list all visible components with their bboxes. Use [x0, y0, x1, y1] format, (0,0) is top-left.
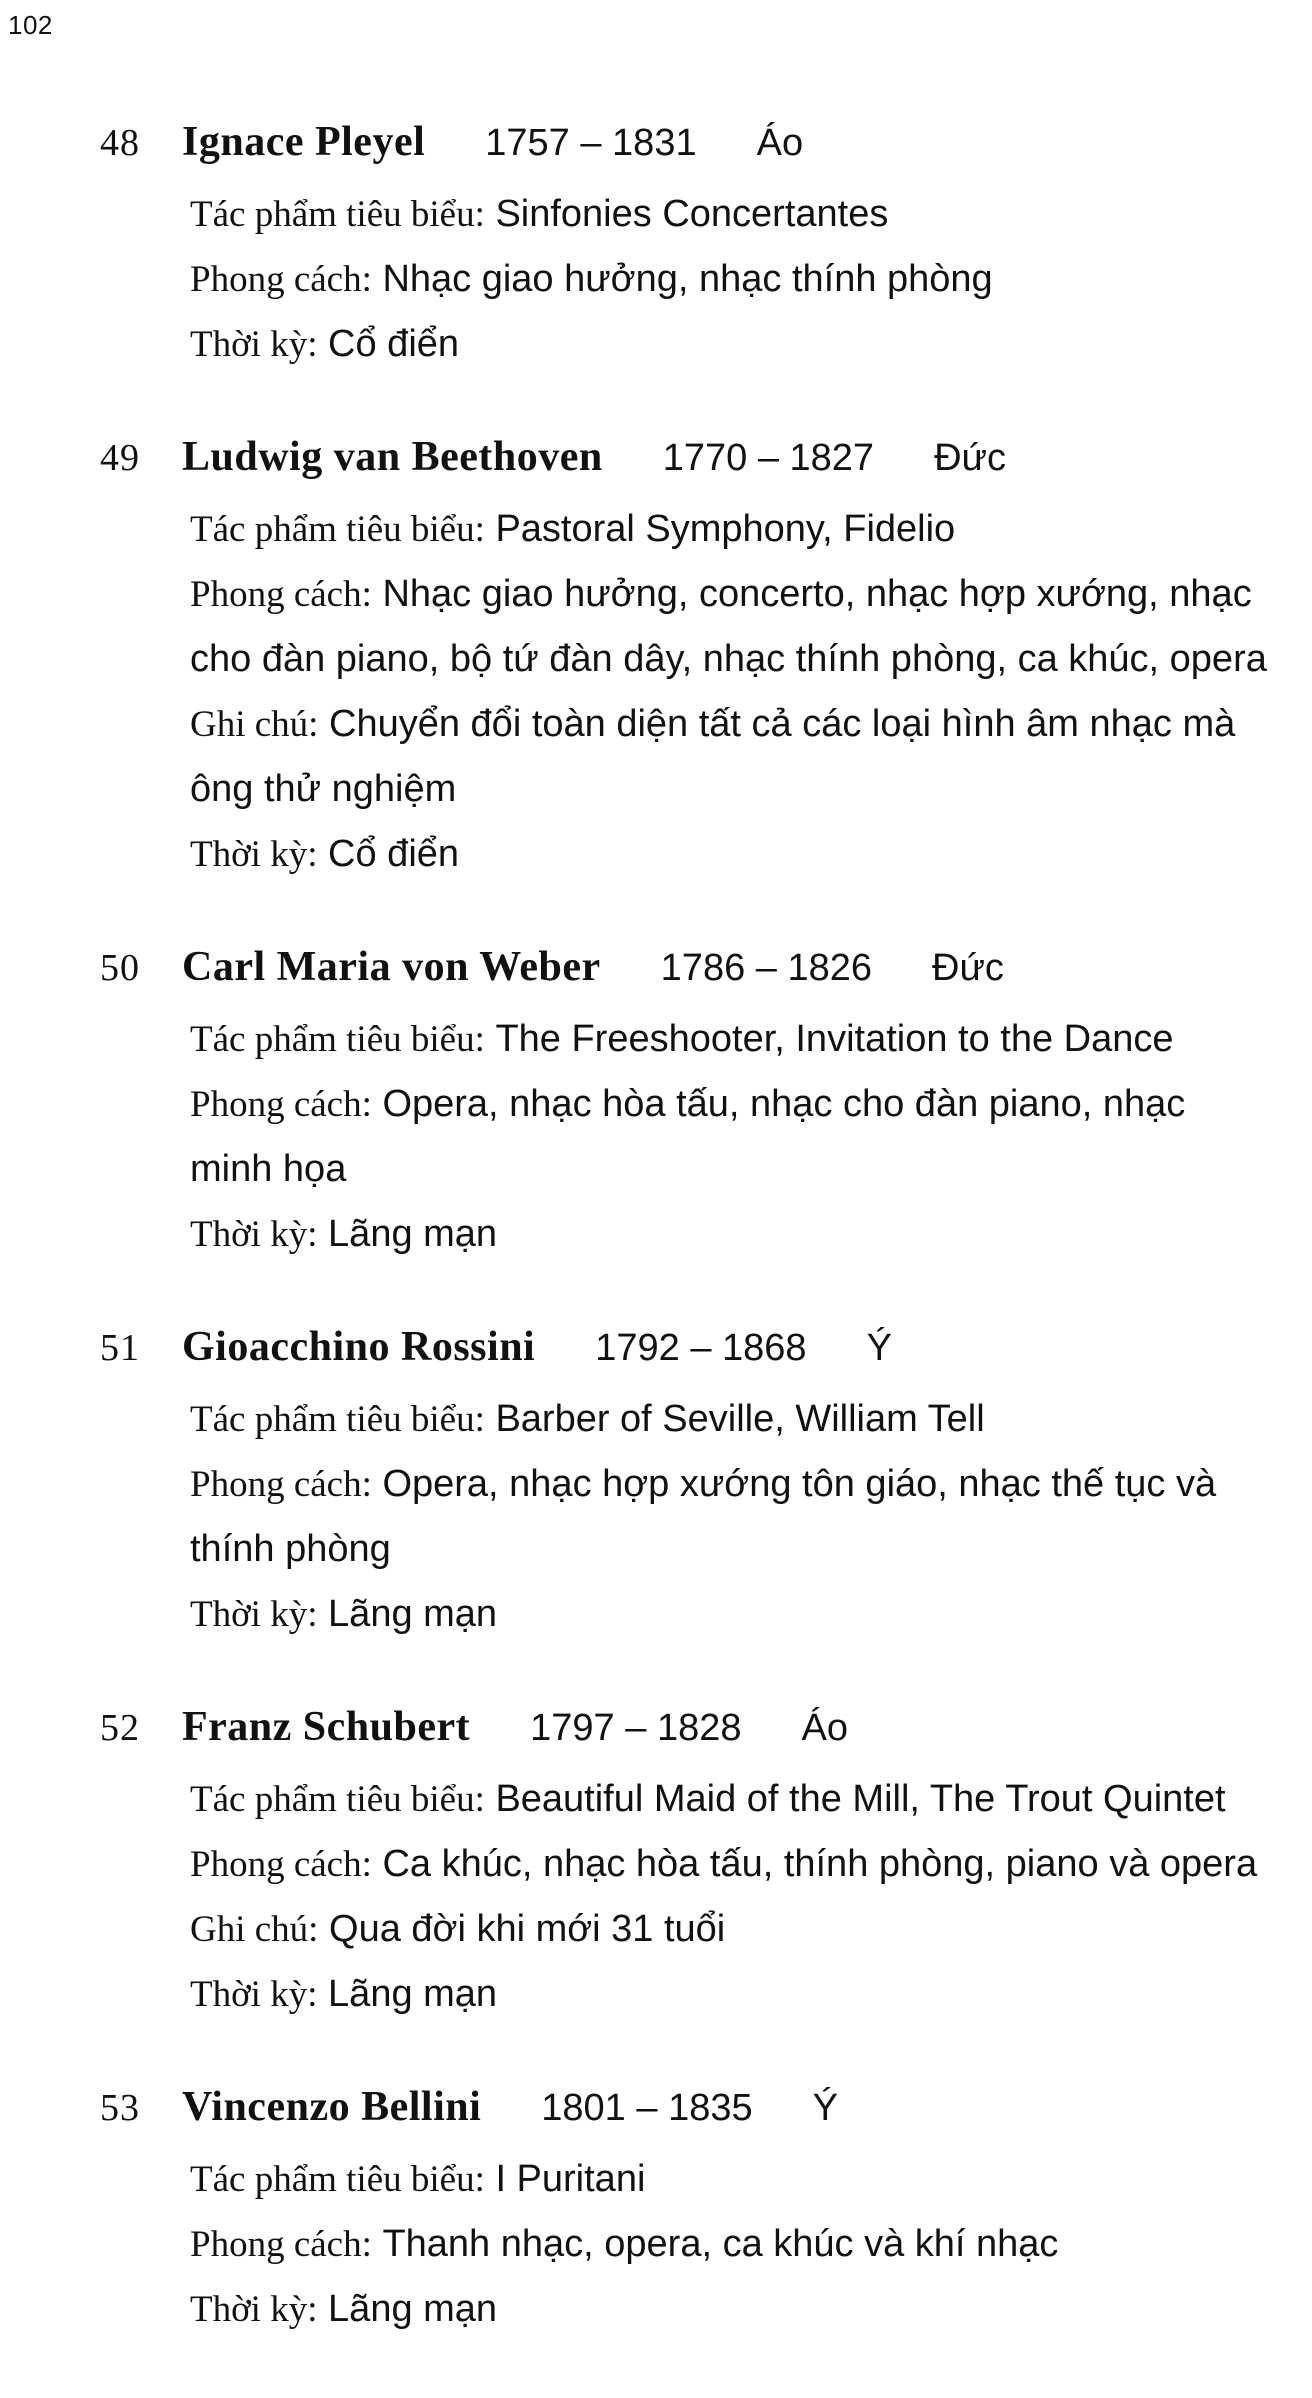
style-line — [190, 247, 1300, 312]
works-value: Beautiful Maid of the Mill, The Trout Quintet — [495, 1778, 1226, 1820]
composer-entry-rossini — [100, 1323, 1300, 1647]
entry-number: 53 — [100, 2087, 140, 2129]
style-value: Ca khúc, nhạc hòa tấu, thính phòng, piano và opera — [382, 1843, 1258, 1885]
composer-name: Vincenzo Bellini — [182, 2084, 482, 2130]
composer-years: 1797 – 1828 — [530, 1707, 742, 1749]
period-label: Thời kỳ: — [190, 834, 318, 875]
composer-name: Gioacchino Rossini — [182, 1324, 536, 1370]
entry-number: 51 — [100, 1327, 140, 1369]
entry-number: 50 — [100, 947, 140, 989]
period-line — [190, 1202, 1300, 1267]
entry-details — [190, 1007, 1300, 1267]
composer-years: 1757 – 1831 — [485, 122, 697, 164]
works-label: Tác phẩm tiêu biểu: — [190, 509, 485, 550]
style-line — [190, 1832, 1300, 1897]
style-label: Phong cách: — [190, 1844, 372, 1885]
entry-heading — [100, 433, 1300, 497]
composer-country: Áo — [756, 122, 804, 164]
works-line — [190, 497, 1300, 562]
composer-name: Carl Maria von Weber — [182, 944, 601, 990]
style-value: Opera, nhạc hợp xướng tôn giáo, nhạc thế tục và — [382, 1463, 1217, 1505]
composer-years: 1770 – 1827 — [662, 437, 875, 479]
composer-name: Franz Schubert — [182, 1704, 471, 1750]
style-continuation: minh họa — [190, 1148, 347, 1190]
works-line — [190, 1387, 1300, 1452]
entry-number: 52 — [100, 1707, 140, 1749]
composer-entry-bellini — [100, 2083, 1300, 2342]
composer-name: Ludwig van Beethoven — [182, 434, 603, 480]
style-continuation: cho đàn piano, bộ tứ đàn dây, nhạc thính phòng, ca khúc, opera — [190, 638, 1267, 680]
entry-details — [190, 1387, 1300, 1647]
style-line — [190, 1072, 1300, 1137]
note-line — [190, 1897, 1300, 1962]
entry-heading — [100, 943, 1300, 1007]
period-label: Thời kỳ: — [190, 2289, 318, 2330]
period-value: Lãng mạn — [328, 1213, 498, 1255]
entry-details — [190, 497, 1300, 887]
note-value: Qua đời khi mới 31 tuổi — [329, 1908, 726, 1950]
style-value: Opera, nhạc hòa tấu, nhạc cho đàn piano, nhạc — [382, 1083, 1186, 1125]
period-line — [190, 312, 1300, 377]
note-value: Chuyển đổi toàn diện tất cả các loại hình âm nhạc mà — [329, 703, 1236, 745]
composer-years: 1801 – 1835 — [541, 2087, 753, 2129]
style-continuation: thính phòng — [190, 1528, 391, 1570]
note-label: Ghi chú: — [190, 1909, 319, 1950]
composer-list — [100, 118, 1300, 2398]
works-value: Barber of Seville, William Tell — [495, 1398, 985, 1440]
style-line — [190, 562, 1300, 627]
works-label: Tác phẩm tiêu biểu: — [190, 1399, 485, 1440]
style-line — [190, 2212, 1300, 2277]
period-label: Thời kỳ: — [190, 324, 318, 365]
page-number: 102 — [8, 10, 53, 40]
period-value: Lãng mạn — [328, 2288, 498, 2330]
period-label: Thời kỳ: — [190, 1214, 318, 1255]
style-value: Nhạc giao hưởng, nhạc thính phòng — [382, 258, 993, 300]
period-label: Thời kỳ: — [190, 1974, 318, 2015]
period-line — [190, 2277, 1300, 2342]
composer-entry-beethoven — [100, 433, 1300, 887]
period-label: Thời kỳ: — [190, 1594, 318, 1635]
entry-heading — [100, 2083, 1300, 2147]
composer-name: Ignace Pleyel — [182, 119, 426, 165]
period-line — [190, 822, 1300, 887]
note-label: Ghi chú: — [190, 704, 319, 745]
style-label: Phong cách: — [190, 574, 372, 615]
composer-entry-weber — [100, 943, 1300, 1267]
composer-years: 1792 – 1868 — [595, 1327, 807, 1369]
composer-country: Ý — [866, 1327, 892, 1369]
works-line — [190, 1007, 1300, 1072]
entry-heading — [100, 118, 1300, 182]
composer-country: Ý — [812, 2087, 838, 2129]
works-line — [190, 182, 1300, 247]
works-label: Tác phẩm tiêu biểu: — [190, 1019, 485, 1060]
period-value: Cổ điển — [328, 323, 460, 365]
composer-country: Áo — [801, 1707, 848, 1749]
note-line — [190, 692, 1300, 757]
works-label: Tác phẩm tiêu biểu: — [190, 1779, 485, 1820]
composer-entry-schubert — [100, 1703, 1300, 2027]
style-value: Thanh nhạc, opera, ca khúc và khí nhạc — [382, 2223, 1059, 2265]
works-label: Tác phẩm tiêu biểu: — [190, 194, 485, 235]
period-value: Cổ điển — [328, 833, 460, 875]
composer-country: Đức — [932, 947, 1004, 989]
period-line — [190, 1582, 1300, 1647]
note-continuation: ông thử nghiệm — [190, 768, 457, 810]
style-label: Phong cách: — [190, 259, 372, 300]
works-value: I Puritani — [495, 2158, 646, 2200]
works-line — [190, 2147, 1300, 2212]
style-label: Phong cách: — [190, 1084, 372, 1125]
style-label: Phong cách: — [190, 1464, 372, 1505]
style-value: Nhạc giao hưởng, concerto, nhạc hợp xướng, nhạc — [382, 573, 1252, 615]
composer-years: 1786 – 1826 — [660, 947, 872, 989]
entry-details — [190, 2147, 1300, 2342]
entry-number: 48 — [100, 122, 140, 164]
period-value: Lãng mạn — [328, 1593, 498, 1635]
entry-heading — [100, 1323, 1300, 1387]
entry-heading — [100, 1703, 1300, 1767]
period-value: Lãng mạn — [328, 1973, 498, 2015]
works-label: Tác phẩm tiêu biểu: — [190, 2159, 485, 2200]
works-value: The Freeshooter, Invitation to the Dance — [495, 1018, 1174, 1060]
entry-details — [190, 1767, 1300, 2027]
entry-details — [190, 182, 1300, 377]
style-label: Phong cách: — [190, 2224, 372, 2265]
works-value: Sinfonies Concertantes — [495, 193, 889, 235]
period-line — [190, 1962, 1300, 2027]
composer-entry-pleyel — [100, 118, 1300, 377]
entry-number: 49 — [100, 437, 140, 479]
works-line — [190, 1767, 1300, 1832]
style-line — [190, 1452, 1300, 1517]
composer-country: Đức — [934, 437, 1006, 479]
works-value: Pastoral Symphony, Fidelio — [495, 508, 956, 550]
